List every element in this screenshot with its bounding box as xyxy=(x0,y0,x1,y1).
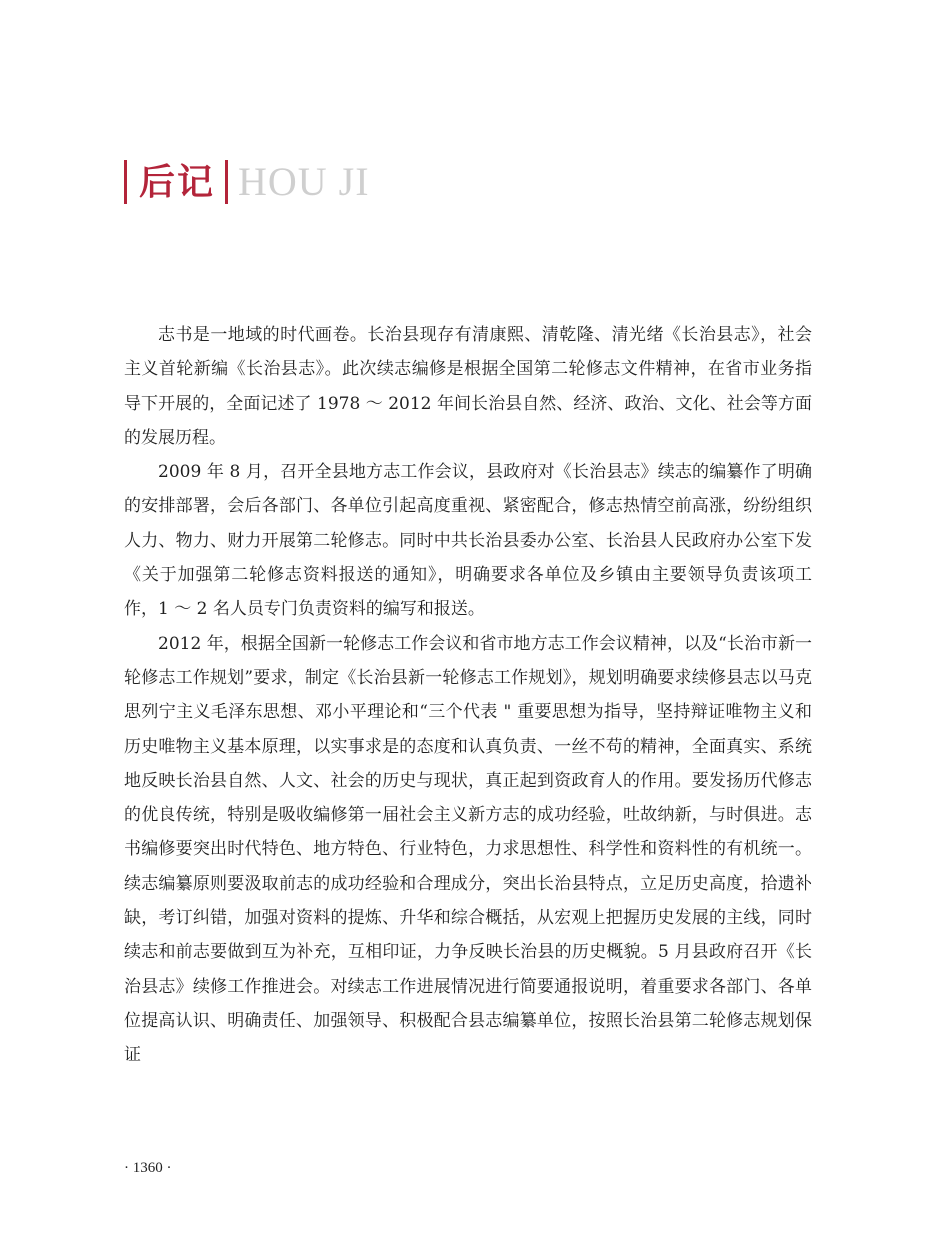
paragraph-2: 2009 年 8 月，召开全县地方志工作会议，县政府对《长治县志》续志的编纂作了明确的安排部署，会后各部门、各单位引起高度重视、紧密配合，修志热情空前高涨，纷纷组织人力、物力、财力开展第二轮修志。同时中共长治县委办公室、长治县人民政府办公室下发《关于加强第二轮修志资料报送的通知》，明确要求各单位及乡镇由主要领导负责该项工作，1 ～ 2 名人员专门负责资料的编写和报送。 xyxy=(124,462,812,620)
page-number: · 1360 · xyxy=(124,1160,172,1176)
paragraph-1: 志书是一地域的时代画卷。长治县现存有清康熙、清乾隆、清光绪《长治县志》，社会主义首轮新编《长治县志》。此次续志编修是根据全国第二轮修志文件精神，在省市业务指导下开展的，全面记述了 1978 ～ 2012 年间长治县自然、经济、政治、文化、社会等方面的发展历程。 xyxy=(124,325,812,448)
middle-accent-bar xyxy=(225,160,228,204)
chapter-header xyxy=(124,158,370,206)
chapter-title-cn: 后记 xyxy=(139,161,216,203)
body-text xyxy=(124,318,812,1073)
left-accent-bar xyxy=(124,160,127,204)
paragraph-3: 2012 年，根据全国新一轮修志工作会议和省市地方志工作会议精神，以及“长治市新一轮修志工作规划”要求，制定《长治县新一轮修志工作规划》，规划明确要求续修县志以马克思列宁主义毛泽东思想、邓小平理论和“三个代表 " 重要思想为指导，坚持辩证唯物主义和历史唯物主义基本原理，以实事求是的态度和认真负责、一丝不苟的精神，全面真实、系统地反映长治县自然、人文、社会的历史与现状，真正起到资政育人的作用。要发扬历代修志的优良传统，特别是吸收编修第一届社会主义新方志的成功经验，吐故纳新，与时俱进。志书编修要突出时代特色、地方特色、行业特色，力求思想性、科学性和资料性的有机统一。续志编纂原则要汲取前志的成功经验和合理成分，突出长治县特点，立足历史高度，拾遗补缺，考订纠错，加强对资料的提炼、升华和综合概括，从宏观上把握历史发展的主线，同时续志和前志要做到互为补充，互相印证，力争反映长治县的历史概貌。5 月县政府召开《长治县志》续修工作推进会。对续志工作进展情况进行简要通报说明，着重要求各部门、各单位提高认识、明确责任、加强领导、积极配合县志编纂单位，按照长治县第二轮修志规划保证 xyxy=(124,633,812,1066)
chapter-title-en: HOU JI xyxy=(238,159,370,204)
